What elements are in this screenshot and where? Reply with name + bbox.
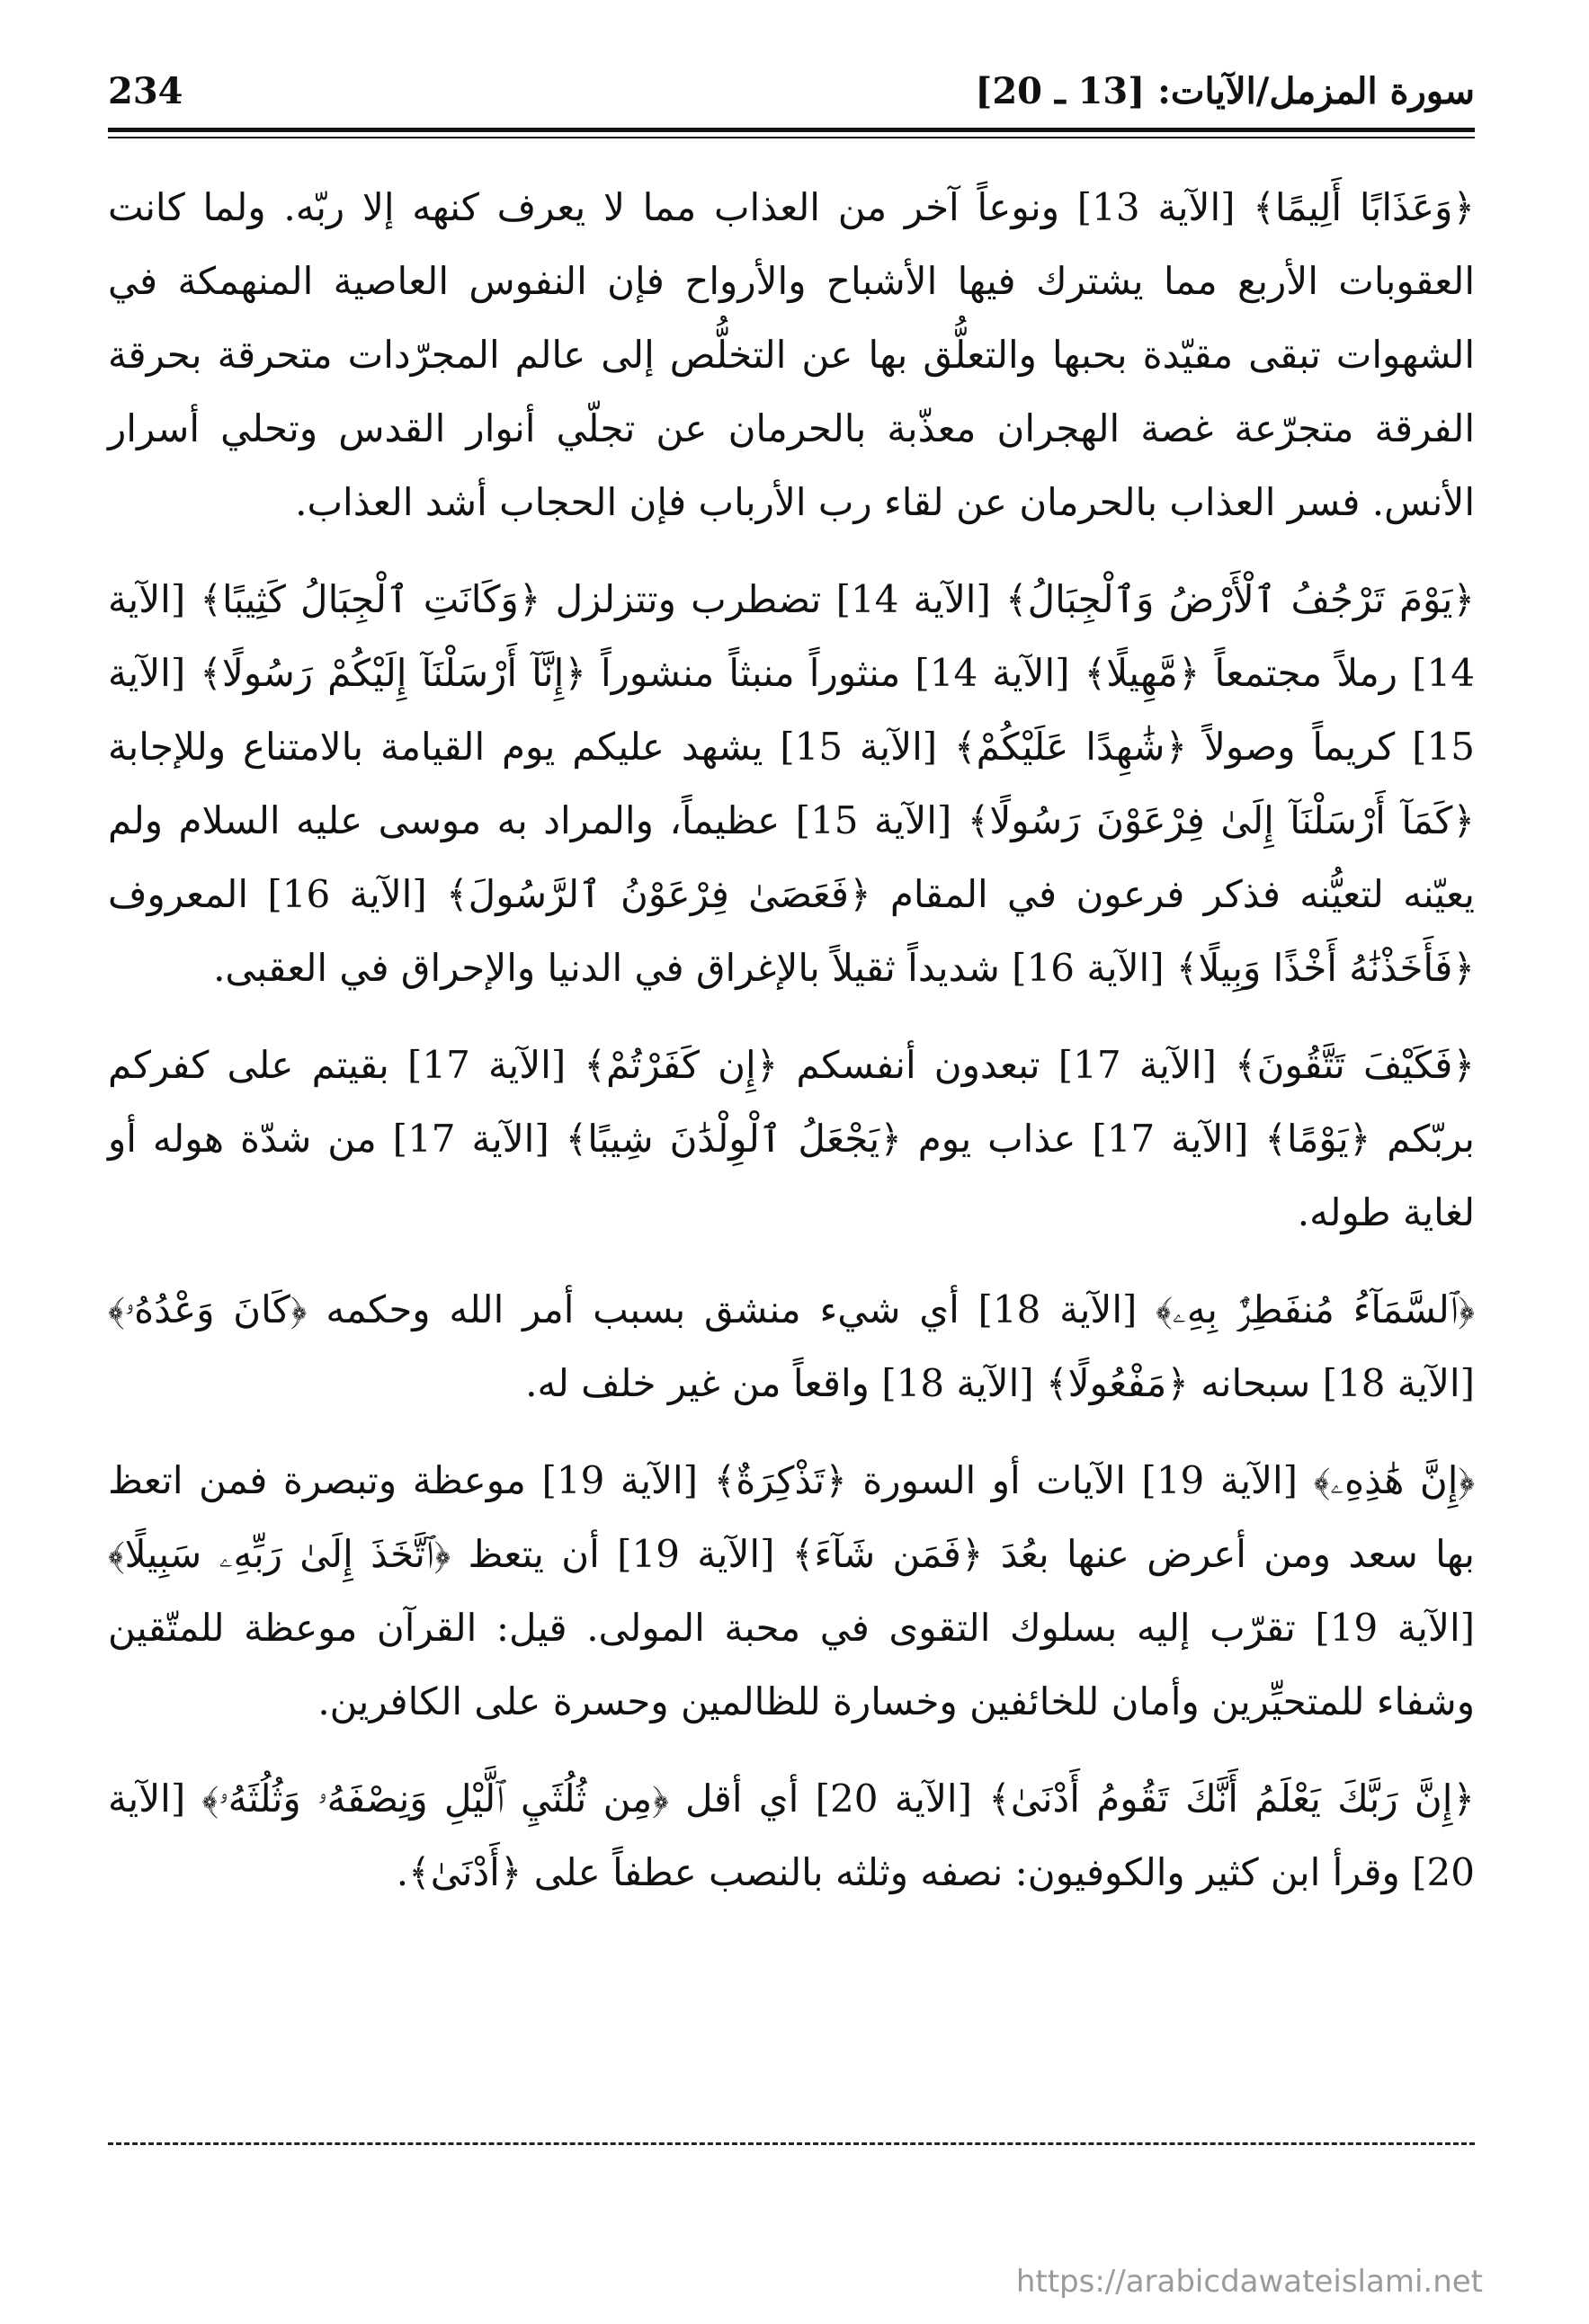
paragraph-verse-20: ﴿إِنَّ رَبَّكَ يَعْلَمُ أَنَّكَ تَقُومُ أَدْنَىٰ﴾ [الآية 20] أي أقل ﴿مِن ثُلُثَيِ ٱلَّيْلِ وَنِصْفَهُۥ وَثُلُثَهُۥ﴾ [الآية 20] وقرأ ابن كثير والكوفيون: نصفه وثلثه بالنصب عطفاً على ﴿أَدْنَىٰ﴾. <box>108 1776 1476 1894</box>
header-rule-thin <box>108 137 1475 138</box>
paragraph-verse-17: ﴿فَكَيْفَ تَتَّقُونَ﴾ [الآية 17] تبعدون أنفسكم ﴿إِن كَفَرْتُمْ﴾ [الآية 17] بقيتم على كفركم بربّكم ﴿يَوْمًا﴾ [الآية 17] عذاب يوم ﴿يَجْعَلُ ٱلْوِلْدَٰنَ شِيبًا﴾ [الآية 17] من شدّة هوله أو لغاية طوله. <box>108 1043 1475 1234</box>
body-text <box>108 171 1475 1933</box>
paragraph-verses-14-16: ﴿يَوْمَ تَرْجُفُ ٱلْأَرْضُ وَٱلْجِبَالُ﴾ [الآية 14] تضطرب وتتزلزل ﴿وَكَانَتِ ٱلْجِبَالُ كَثِيبًا﴾ [الآية 14] رملاً مجتمعاً ﴿مَّهِيلًا﴾ [الآية 14] منثوراً منبثاً منشوراً ﴿إِنَّآ أَرْسَلْنَآ إِلَيْكُمْ رَسُولًا﴾ [الآية 15] كريماً وصولاً ﴿شَٰهِدًا عَلَيْكُمْ﴾ [الآية 15] يشهد عليكم يوم القيامة بالامتناع وللإجابة ﴿كَمَآ أَرْسَلْنَآ إِلَىٰ فِرْعَوْنَ رَسُولًا﴾ [الآية 15] عظيماً، والمراد به موسى عليه السلام ولم يعيّنه لتعيُّنه فذكر فرعون في المقام ﴿فَعَصَىٰ فِرْعَوْنُ ٱلرَّسُولَ﴾ [الآية 16] المعروف ﴿فَأَخَذْنَٰهُ أَخْذًا وَبِيلًا﴾ [الآية 16] شديداً ثقيلاً بالإغراق في الدنيا والإحراق في العقبى. <box>108 577 1476 990</box>
page-header <box>108 70 1475 124</box>
paragraph-verse-13: ﴿وَعَذَابًا أَلِيمًا﴾ [الآية 13] ونوعاً آخر من العذاب مما لا يعرف كنهه إلا ربّه. ولما كانت العقوبات الأربع مما يشترك فيها الأشباح والأرواح فإن النفوس العاصية المنهمكة في الشهوات تبقى مقيّدة بحبها والتعلُّق بها عن التخلُّص إلى عالم المجرّدات متحرقة بحرقة الفرقة متجرّعة غصة الهجران معذّبة بالحرمان عن تجلّي أنوار القدس وتحلي أسرار الأنس. فسر العذاب بالحرمان عن لقاء رب الأرباب فإن الحجاب أشد العذاب. <box>108 185 1475 524</box>
page-number: 234 <box>108 70 183 112</box>
watermark-url: https://arabicdawateislami.net <box>1015 2264 1483 2300</box>
paragraph-verse-19: ﴿إِنَّ هَٰذِهِۦ﴾ [الآية 19] الآيات أو السورة ﴿تَذْكِرَةٌ﴾ [الآية 19] موعظة وتبصرة فمن اتعظ بها سعد ومن أعرض عنها بعُدَ ﴿فَمَن شَآءَ﴾ [الآية 19] أن يتعظ ﴿ٱتَّخَذَ إِلَىٰ رَبِّهِۦ سَبِيلًا﴾ [الآية 19] تقرّب إليه بسلوك التقوى في محبة المولى. قيل: القرآن موعظة للمتّقين وشفاء للمتحيِّرين وأمان للخائفين وخسارة للظالمين وحسرة على الكافرين. <box>108 1458 1476 1723</box>
running-title: سورة المزمل/الآيات: [13 ـ 20] <box>975 70 1475 112</box>
paragraph-verse-18: ﴿ٱلسَّمَآءُ مُنفَطِرٌۢ بِهِۦ﴾ [الآية 18] أي شيء منشق بسبب أمر الله وحكمه ﴿كَانَ وَعْدُهُۥ﴾ [الآية 18] سبحانه ﴿مَفْعُولًا﴾ [الآية 18] واقعاً من غير خلف له. <box>108 1287 1475 1405</box>
header-rule-thick <box>108 128 1475 132</box>
dashed-separator <box>108 2142 1475 2145</box>
